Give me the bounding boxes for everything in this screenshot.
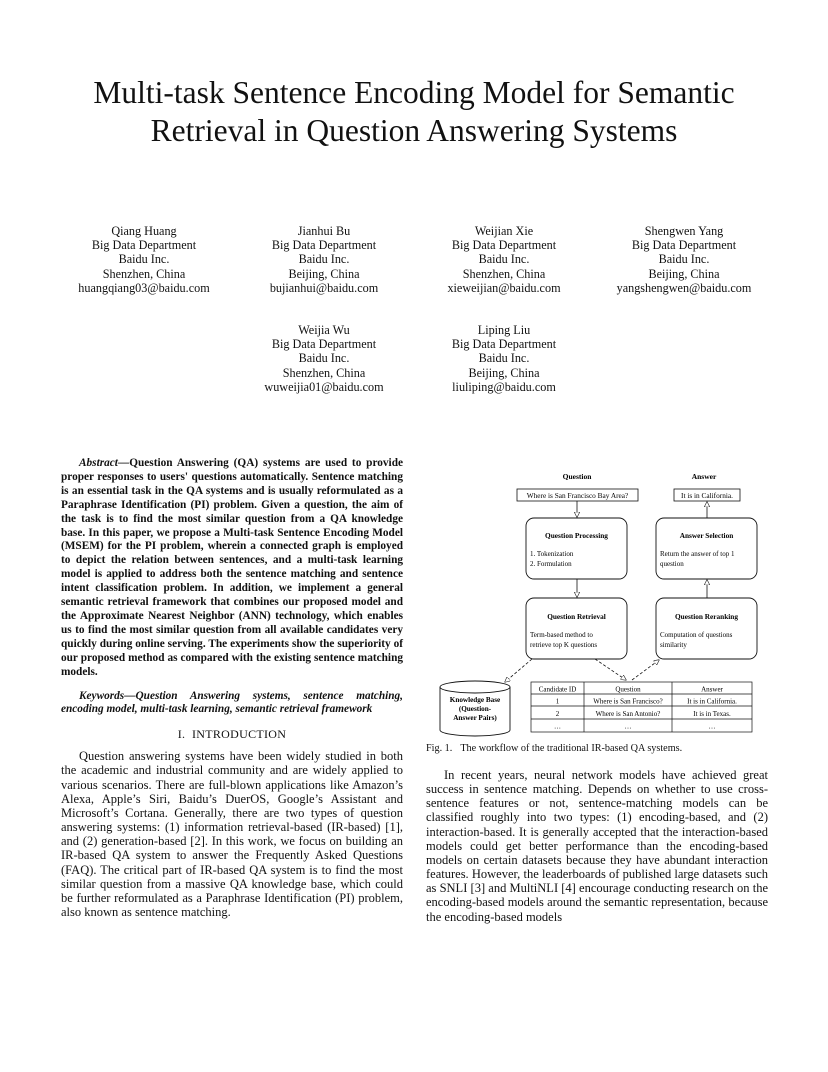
author-block [44,224,244,295]
answer-selection-box [656,518,757,579]
author-dept: Big Data Department [451,337,557,352]
dashed-arrow-to-kb [505,659,532,682]
author-name: Qiang Huang [111,224,177,238]
author-block [224,323,424,394]
intro-paragraph: Question answering systems have been widely studied in both the academic and industrial community and are widely applied to various scenarios. There are full-blown applications like Amazon’s Alexa, Apple’s Siri, Baidu’s DuerOS, Google’s Assistant and Microsoft’s Cortana. Generally, there are two types of question answering systems: (1) information retrieval-based (IR-based) [1], and (2) generation-based [2]. In this work, we focus on building an IR-based QA system to answer the Frequently Asked Questions (FAQ). The critical part of IR-based QA system is to find the most similar question from a massive QA knowledge base, which could be further reformulated as a Paraphrase Identification (PI) problem, also known as sentence matching. [61,749,403,920]
author-email: bujianhui@baidu.com [269,280,379,295]
figure-caption [426,743,768,755]
keywords [61,690,403,718]
question-retrieval-box [526,598,627,659]
author-city: Beijing, China [288,266,360,281]
figure-caption-text: The workflow of the traditional IR-based QA systems. [460,743,683,754]
answer-selection-title: Answer Selection [679,531,734,540]
question-reranking-line2: similarity [660,641,687,649]
author-dept: Big Data Department [91,238,197,253]
right-column [426,768,768,924]
abstract-dash: — [117,457,130,469]
author-dept: Big Data Department [631,238,737,253]
answer-label: Answer [691,472,717,481]
author-name: Liping Liu [477,323,531,337]
keywords-text: Question Answering systems, sentence matching, encoding model, multi-task learning, semantic retrieval framework [61,689,403,716]
keywords-lead: Keywords— [79,689,136,702]
table-header-answer: Answer [701,685,723,694]
answer-selection-line1: Return the answer of top 1 [660,550,735,558]
author-email: liuliping@baidu.com [452,379,556,394]
dashed-arrow-to-reranking [632,660,659,680]
right-paragraph: In recent years, neural network models have achieved great success in sentence matching. Depends on whether to use cross-sentence features or not, sentence-matching models can be classified roughly into two types: (1) encoding-based, and (2) interaction-based. It is generally accepted that the interaction-based models could get better performance than the encoding-based models on certain datasets because they have abundant interaction features. However, the leaderboards of published large datasets such as SNLI [3] and MultiNLI [4] encourage conducting research on the encoding-based models around the semantic representation, because the encoding-based models [426,768,768,924]
answer-selection-line2: question [660,560,684,568]
knowledge-base-top [440,681,510,693]
table-header-question: Question [615,685,641,694]
section-title-initial: I [191,727,197,742]
author-city: Shenzhen, China [462,266,546,281]
abstract [61,457,403,680]
question-retrieval-line2: retrieve top K questions [530,641,598,649]
author-block [584,224,784,295]
question-retrieval-line1: Term-based method to [530,631,593,639]
author-block [404,224,604,295]
table-cell: 1 [555,697,560,706]
author-org: Baidu Inc. [658,252,710,267]
author-org: Baidu Inc. [298,252,350,267]
table-cell: It is in Texas. [693,710,731,718]
author-block [224,224,424,295]
question-processing-step2: 2. Formulation [530,560,572,568]
author-email: yangshengwen@baidu.com [616,280,752,295]
answer-example: It is in California. [681,491,733,500]
table-cell: Where is San Francisco? [593,697,663,706]
author-name: Weijian Xie [474,224,534,238]
author-block [404,323,604,394]
author-org: Baidu Inc. [478,252,530,267]
section-heading [61,727,403,741]
table-header-candidate-id: Candidate ID [538,685,577,694]
table-cell: It is in California. [687,697,737,706]
author-email: wuweijia01@baidu.com [264,379,384,394]
figure-number: Fig. 1. [426,743,453,754]
dashed-arrow-to-table [595,659,626,680]
knowledge-base-line1: Knowledge Base [449,696,501,704]
question-example: Where is San Francisco Bay Area? [526,491,629,500]
table-cell: … [554,722,561,731]
table-cell: … [624,722,632,731]
author-name: Weijia Wu [298,323,350,337]
author-name: Jianhui Bu [297,224,351,238]
knowledge-base-line3: Answer Pairs) [453,714,497,722]
author-dept: Big Data Department [271,238,377,253]
workflow-diagram [426,462,768,744]
author-org: Baidu Inc. [118,252,170,267]
candidates-table [531,682,752,732]
section-number: I. [177,727,186,742]
section-title-rest: NTRODUCTION [196,727,287,742]
author-name: Shengwen Yang [644,224,724,238]
workflow-figure [426,462,768,744]
author-city: Beijing, China [648,266,720,281]
left-column [61,457,403,919]
question-processing-step1: 1. Tokenization [530,550,574,558]
author-dept: Big Data Department [271,337,377,352]
author-email: huangqiang03@baidu.com [78,280,210,295]
question-retrieval-title: Question Retrieval [547,612,606,621]
table-cell: 2 [555,710,560,718]
question-reranking-line1: Computation of questions [660,631,733,639]
question-reranking-title: Question Reranking [674,612,739,621]
table-cell: … [708,722,716,731]
paper-title: Multi-task Sentence Encoding Model for Semantic Retrieval in Question Answering Systems [93,75,735,148]
knowledge-base-line2: (Question- [458,705,492,713]
abstract-text: Question Answering (QA) systems are used to provide proper responses to users' questions automatically. Sentence matching is an essential task in the QA systems and is usually reformulated as a Paraphrase Identification (PI) problem. Given a question, the aim of the task is to find the most similar question from a QA knowledge base. In this paper, we propose a Multi-task Sentence Encoding Model (MSEM) for the PI problem, wherein a connected graph is employed to depict the relation between sentences, and a multi-task learning model is applied to address both the sentence matching and sentence intent classification problem. In addition, we implement a general semantic retrieval framework that combines our proposed model and the Approximate Nearest Neighbor (ANN) technology, which enables us to find the most similar question from all available candidates very quickly during online serving. The experiments show the superiority of our proposed method as compared with the existing sentence matching models. [61,457,403,678]
author-city: Shenzhen, China [282,365,366,380]
author-email: xieweijian@baidu.com [447,280,561,295]
question-processing-title: Question Processing [545,531,608,540]
author-city: Shenzhen, China [102,266,186,281]
table-cell: Where is San Antonio? [595,710,661,718]
author-city: Beijing, China [468,365,540,380]
author-org: Baidu Inc. [478,351,530,366]
question-label: Question [562,472,592,481]
abstract-lead: Abstract [79,457,118,469]
author-dept: Big Data Department [451,238,557,253]
question-processing-box [526,518,627,579]
question-reranking-box [656,598,757,659]
author-org: Baidu Inc. [298,351,350,366]
